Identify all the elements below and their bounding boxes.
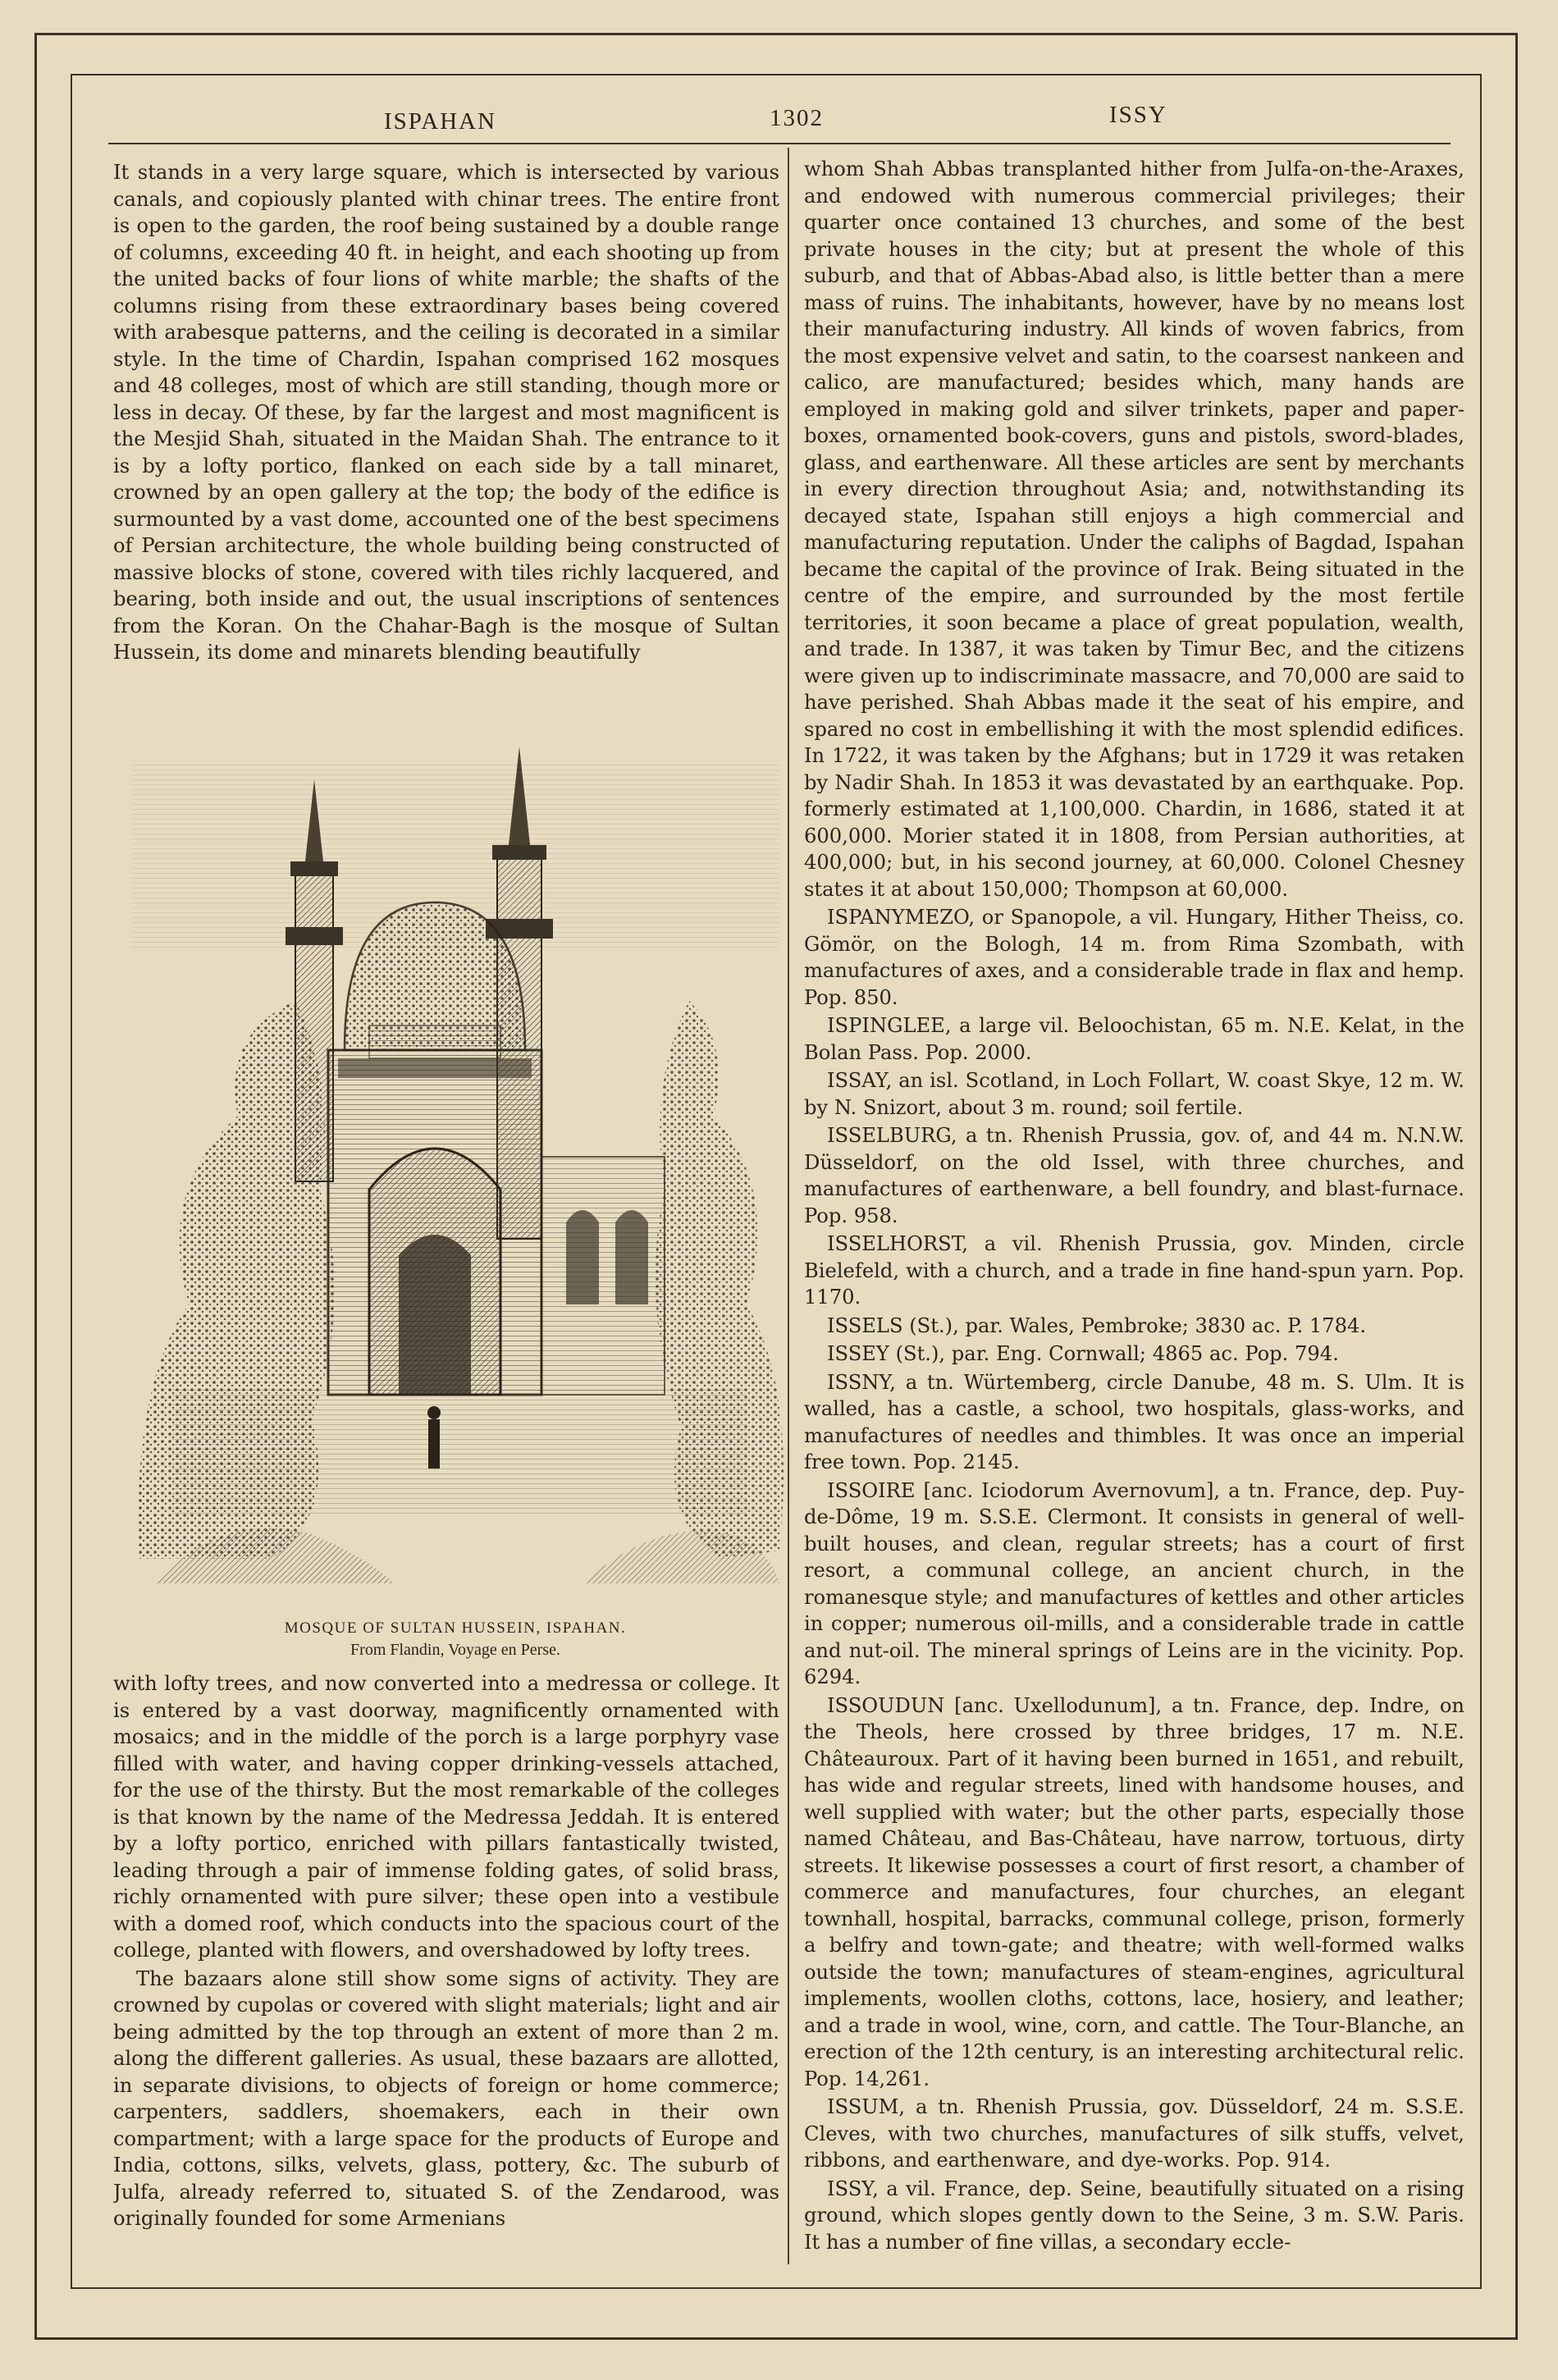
- paragraph: with lofty trees, and now converted into a medressa or college. It is entered by a vast doorway, magnificently ornamented with mosaics; and in the middle of the porch is a large porphyry vase filled with water, and having copper drinking-vessels attached, for the use of the thirsty. But the most remarkable of the colleges is that known by the name of the Medressa Jeddah. It is entered by a lofty portico, enriched with pillars fantastically twisted, leading through a pair of immense folding gates, of solid brass, richly ornamented with pure silver; these open into a vestibule with a domed roof, which conducts into the spacious court of the college, planted with flowers, and overshadowed by lofty trees.: [113, 1672, 779, 1962]
- caption-source: From Flandin, Voyage en Perse.: [350, 1641, 560, 1659]
- gazetteer-entry-ispanymezo: ISPANYMEZO, or Spanopole, a vil. Hungary, Hither Theiss, co. Gömör, on the Bologh, 14 m. from Rima Szombath, with manufactures of axes, and a considerable trade in flax and hemp. Pop. 850.: [804, 906, 1464, 1009]
- gazetteer-entry-isselhorst: ISSELHORST, a vil. Rhenish Prussia, gov. Minden, circle Bielefeld, with a church, and a trade in fine hand-spun yarn. Pop. 1170.: [804, 1232, 1464, 1309]
- figure-caption: [123, 1619, 788, 1660]
- left-column-top: [113, 159, 779, 709]
- header-right-title: ISSY: [1109, 102, 1167, 128]
- gazetteer-entry-issels: ISSELS (St.), par. Wales, Pembroke; 3830 ac. P. 1784.: [827, 1313, 1367, 1337]
- gazetteer-entry-isselburg: ISSELBURG, a tn. Rhenish Prussia, gov. of, and 44 m. N.N.W. Düsseldorf, on the old Issel, with three churches, and manufactures of earthenware, a bell foundry, and blast-furnace. Pop. 958.: [804, 1124, 1464, 1227]
- gazetteer-entry-issy: ISSY, a vil. France, dep. Seine, beautifully situated on a rising ground, which slopes gently down to the Seine, 3 m. S.W. Paris. It has a number of fine villas, a secondary eccle-: [804, 2177, 1464, 2254]
- gazetteer-entry-issum: ISSUM, a tn. Rhenish Prussia, gov. Düsseldorf, 24 m. S.S.E. Cleves, with two churches, manufactures of silk stuffs, velvet, ribbons, and earthenware, and dye-works. Pop. 914.: [804, 2095, 1464, 2172]
- right-column: [804, 156, 1464, 2273]
- paragraph: The bazaars alone still show some signs of activity. They are crowned by cupolas or covered with slight materials; light and air being admitted by the top through an extent of more than 2 m. along the different galleries. As usual, these bazaars are allotted, in separate divisions, to objects of foreign or home commerce; carpenters, saddlers, shoemakers, each in their own compartment; with a large space for the products of Europe and India, cottons, silks, velvets, glass, pottery, &c. The suburb of Julfa, already referred to, situated S. of the Zendarood, was originally founded for some Armenians: [113, 1967, 779, 2230]
- left-column-bottom: [113, 1670, 779, 2269]
- column-divider: [788, 148, 789, 2264]
- gazetteer-entry-issey: ISSEY (St.), par. Eng. Cornwall; 4865 ac. Pop. 794.: [827, 1342, 1339, 1365]
- gazetteer-entry-issny: ISSNY, a tn. Würtemberg, circle Danube, 48 m. S. Ulm. It is walled, has a castle, a school, two hospitals, glass-works, and manufactures of needles and thimbles. It was once an imperial free town. Pop. 2145.: [804, 1370, 1464, 1473]
- page-number: 1302: [770, 105, 824, 131]
- gazetteer-entry-issay: ISSAY, an isl. Scotland, in Loch Follart, W. coast Skye, 12 m. W. by N. Snizort, about 3 m. round; soil fertile.: [804, 1069, 1464, 1119]
- gazetteer-entry-ispinglee: ISPINGLEE, a large vil. Beloochistan, 65 m. N.E. Kelat, in the Bolan Pass. Pop. 2000.: [804, 1014, 1464, 1064]
- gazetteer-entry-issoire: ISSOIRE [anc. Iciodorum Avernovum], a tn. France, dep. Puy-de-Dôme, 19 m. S.S.E. Clermont. It consists in general of well-built houses, and clean, regular streets; has a court of first resort, a communal college, an ancient church, in the romanesque style; and manufactures of kettles and other articles in copper; numerous oil-mills, and a considerable trade in cattle and nut-oil. The mineral springs of Leins are in the vicinity. Pop. 6294.: [804, 1478, 1464, 1688]
- engraving-mosque-illustration: [123, 730, 788, 1615]
- header-rule: [108, 143, 1451, 144]
- paragraph: It stands in a very large square, which is intersected by various canals, and copiously planted with chinar trees. The entire front is open to the garden, the roof being sustained by a double range of columns, exceeding 40 ft. in height, and each shooting up from the united backs of four lions of white marble; the shafts of the columns rising from these extraordinary bases being covered with arabesque patterns, and the ceiling is decorated in a similar style. In the time of Chardin, Ispahan comprised 162 mosques and 48 colleges, most of which are still standing, though more or less in decay. Of these, by far the largest and most magnificent is the Mesjid Shah, situated in the Maidan Shah. The entrance to it is by a lofty portico, flanked on each side by a tall minaret, crowned by an open gallery at the top; the body of the edifice is surmounted by a vast dome, accounted one of the best specimens of Persian architecture, the whole building being constructed of massive blocks of stone, covered with tiles richly lacquered, and bearing, both inside and out, the usual inscriptions of sentences from the Koran. On the Chahar-Bagh is the mosque of Sultan Hussein, its dome and minarets blending beautifully: [113, 161, 779, 664]
- paragraph: whom Shah Abbas transplanted hither from Julfa-on-the-Araxes, and endowed with numerous commercial privileges; their quarter once contained 13 churches, and some of the best private houses in the city; but at present the whole of this suburb, and that of Abbas-Abad also, is little better than a mere mass of ruins. The inhabitants, however, have by no means lost their manufacturing industry. All kinds of woven fabrics, from the most expensive velvet and satin, to the coarsest nankeen and calico, are manufactured; besides which, many hands are employed in making gold and silver trinkets, paper and paper-boxes, ornamented book-covers, guns and pistols, sword-blades, glass, and earthenware. All these articles are sent by merchants in every direction throughout Asia; and, notwithstanding its decayed state, Ispahan still enjoys a high commercial and manufacturing reputation. Under the caliphs of Bagdad, Ispahan became the capital of the province of Irak. Being situated in the centre of the empire, and surrounded by the most fertile territories, it soon became a place of great population, wealth, and trade. In 1387, it was taken by Timur Bec, and the citizens were given up to indiscriminate massacre, and 70,000 are said to have perished. Shah Abbas made it the seat of his empire, and spared no cost in embellishing it with the most splendid edifices. In 1722, it was taken by the Afghans; but in 1729 it was retaken by Nadir Shah. In 1853 it was devastated by an earthquake. Pop. formerly estimated at 1,100,000. Chardin, in 1686, stated it at 600,000. Morier stated it in 1808, from Persian authorities, at 400,000; but, in his second journey, at 60,000. Colonel Chesney states it at about 150,000; Thompson at 60,000.: [804, 158, 1464, 901]
- caption-title: MOSQUE OF SULTAN HUSSEIN, ISPAHAN.: [284, 1619, 627, 1637]
- header-left-title: ISPAHAN: [384, 108, 497, 135]
- gazetteer-entry-issoudun: ISSOUDUN [anc. Uxellodunum], a tn. France, dep. Indre, on the Theols, here crossed by three bridges, 17 m. N.E. Châteauroux. Part of it having been burned in 1651, and rebuilt, has wide and regular streets, lined with handsome houses, and well supplied with water; but the other parts, especially those named Château, and Bas-Château, have narrow, tortuous, dirty streets. It likewise possesses a court of first resort, a chamber of commerce and manufactures, four churches, an elegant townhall, hospital, barracks, communal college, prison, formerly a belfry and town-gate; and theatre; with well-formed walks outside the town; manufactures of steam-engines, agricultural implements, woollen cloths, cottons, lace, hosiery, and leather; and a trade in wool, wine, corn, and cattle. The Tour-Blanche, an erection of the 12th century, is an interesting architectural relic. Pop. 14,261.: [804, 1693, 1464, 2090]
- running-header: [82, 97, 1470, 146]
